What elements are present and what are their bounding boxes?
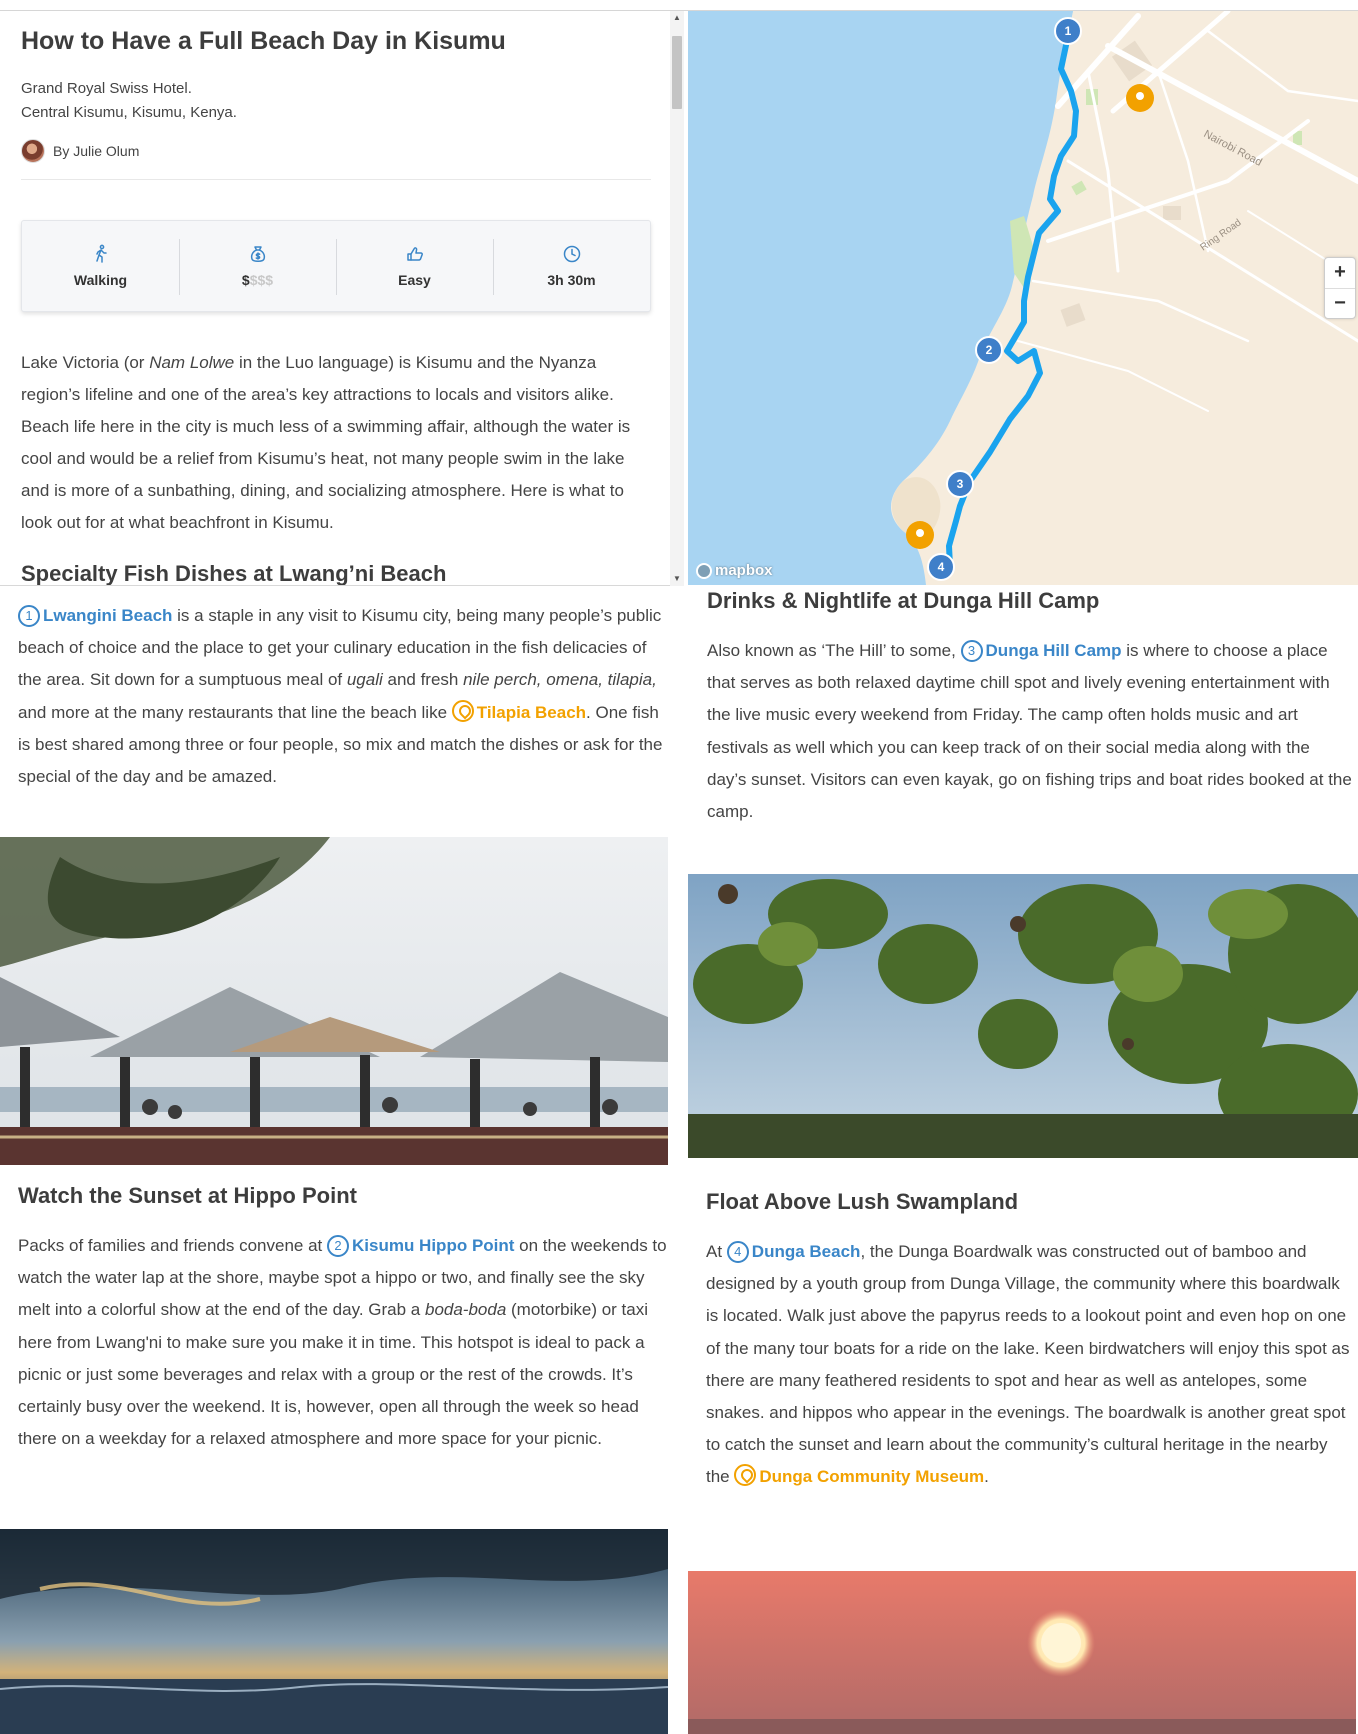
money-bag-icon <box>248 244 268 264</box>
svg-text:1: 1 <box>1064 24 1072 38</box>
road-network <box>1018 11 1358 411</box>
location-pin-icon <box>452 700 474 722</box>
road-label-nairobi: Nairobi Road <box>1201 128 1264 169</box>
stat-price <box>179 221 336 311</box>
section-hippo-point <box>18 1182 668 1455</box>
divider <box>21 179 651 180</box>
scroll-up-arrow-icon[interactable]: ▲ <box>673 13 681 22</box>
photo-canvas <box>688 874 1358 1158</box>
route-map[interactable] <box>688 11 1358 585</box>
section-body-dunga-hill-camp: Also known as ‘The Hill’ to some, 3 Dunga Hill Camp is where to choose a place that serves as both relaxed daytime chill spot and lively evening entertainment with the live music every weekend from Friday. The camp often holds music and art festivals as well which you can keep track of on their social media along with the day’s sunset. Visitors can even kayak, go on fishing trips and boat rides booked at the camp. <box>707 641 1352 822</box>
author-name[interactable]: By Julie Olum <box>53 143 140 159</box>
photo-dunga-sunset <box>688 1571 1356 1734</box>
road-label-ring: Ring Road <box>1198 217 1244 254</box>
address <box>21 77 237 125</box>
map-canvas[interactable] <box>688 11 1358 585</box>
building-block-2 <box>1163 206 1181 220</box>
panel-scrollbar[interactable] <box>670 11 684 586</box>
photo-canvas <box>688 1571 1356 1734</box>
page-title: How to Have a Full Beach Day in Kisumu <box>21 27 506 55</box>
stat-duration <box>493 221 650 311</box>
section-fish-dishes <box>18 600 668 793</box>
zoom-out-button[interactable]: − <box>1325 288 1355 318</box>
address-line-1: Grand Royal Swiss Hotel. <box>21 80 192 97</box>
svg-text:2: 2 <box>985 343 993 357</box>
avatar[interactable] <box>21 139 45 163</box>
building-block-3 <box>1061 303 1086 327</box>
link-dunga-community-museum[interactable]: Dunga Community Museum <box>759 1467 985 1487</box>
stop-marker-4[interactable] <box>928 554 954 580</box>
stop-marker-1[interactable] <box>1055 18 1081 44</box>
stop-number-badge: 2 <box>327 1235 349 1257</box>
section-title-dunga-hill-camp: Drinks & Nightlife at Dunga Hill Camp <box>707 588 1100 613</box>
clock-icon <box>562 244 582 264</box>
link-dunga-hill-camp[interactable]: Dunga Hill Camp <box>985 641 1122 660</box>
zoom-controls <box>1324 257 1356 319</box>
park-area-3 <box>1071 181 1086 196</box>
photo-canvas <box>0 1529 668 1734</box>
section-title-hippo-point: Watch the Sunset at Hippo Point <box>18 1183 357 1208</box>
trip-stats <box>21 220 651 312</box>
section-body-fish-dishes: 1 Lwangini Beach is a staple in any visit to Kisumu city, being many people’s public beach of choice and the place to get your culinary education in the fish delicacies of the area. Sit down for a sumptuous meal of ugali and fresh nile perch, omena, tilapia, and more at the many restaurants that line the beach like Tilapia Beach. One fish is best shared among three or four people, so mix and match the dishes or ask for the special of the day and be amazed. <box>18 606 663 787</box>
section-title-swampland: Float Above Lush Swampland <box>706 1189 1019 1214</box>
link-tilapia-beach[interactable]: Tilapia Beach <box>476 702 587 722</box>
mapbox-logo-icon <box>696 563 712 579</box>
section-title-fish-dishes: Specialty Fish Dishes at Lwang’ni Beach <box>21 561 447 586</box>
stop-marker-2[interactable] <box>976 337 1002 363</box>
author-byline[interactable] <box>21 139 139 163</box>
stat-duration-label: 3h 30m <box>547 272 596 288</box>
section-body-swampland: At 4 Dunga Beach, the Dunga Boardwalk was constructed out of bamboo and designed by a youth group from Dunga Village, the community where this boardwalk is located. Walk just above the papyrus reeds to a lookout point and even hop on one of the many tour boats for a ride on the lake. Keen birdwatchers will enjoy this spot as there are many feathered residents to spot and hear as well as antelopes, some snakes. and hippos who appear in the evenings. The boardwalk is another great spot to catch the sunset and learn about the community’s cultural heritage in the nearby the Dunga Community Museum. <box>706 1242 1350 1487</box>
poi-marker[interactable] <box>1126 84 1154 112</box>
stat-price-value: $$$$ <box>241 272 274 288</box>
photo-dunga-hill-camp-leaves <box>688 874 1358 1158</box>
zoom-in-button[interactable]: + <box>1334 261 1346 283</box>
thumbs-up-icon <box>405 244 425 264</box>
stat-difficulty-label: Easy <box>398 272 431 288</box>
poi-marker-2[interactable] <box>906 521 934 549</box>
section-body-hippo-point: Packs of families and friends convene at 2 Kisumu Hippo Point on the weekends to watch the water lap at the shore, maybe spot a hippo or two, and finally see the sky melt into a colorful show at the end of the day. Grab a boda-boda (motorbike) or taxi here from Lwang'ni to make sure you make it in time. This hotspot is ideal to pack a picnic or just some beverages and relax with a group or the rest of the crowds. It’s certainly busy over the weekend. It is, however, open all through the week so head there on a weekday for a relaxed atmosphere and more space for your picnic. <box>18 1236 667 1449</box>
photo-lwangini-beach-restaurants <box>0 837 668 1165</box>
stop-number-badge: 3 <box>961 640 983 662</box>
stop-marker-3[interactable] <box>947 471 973 497</box>
link-kisumu-hippo-point[interactable]: Kisumu Hippo Point <box>352 1236 515 1255</box>
intro-paragraph: Lake Victoria (or Nam Lolwe in the Luo language) is Kisumu and the Nyanza region’s lifeline and one of the area’s key attractions to locals and visitors alike. Beach life here in the city is much less of a swimming affair, although the water is cool and would be a relief from Kisumu’s heat, not many people swim in the lake and is more of a sunbathing, dining, and socializing atmosphere. Here is what to look out for at what beachfront in Kisumu. <box>21 353 631 532</box>
link-lwangini-beach[interactable]: Lwangini Beach <box>43 606 173 625</box>
scroll-thumb[interactable] <box>672 36 682 109</box>
photo-canvas <box>0 837 668 1165</box>
stop-number-badge: 1 <box>18 605 40 627</box>
section-dunga-beach <box>706 1188 1354 1494</box>
link-dunga-beach[interactable]: Dunga Beach <box>751 1242 861 1261</box>
stat-difficulty <box>336 221 493 311</box>
svg-text:4: 4 <box>937 560 945 574</box>
stop-number-badge: 4 <box>727 1241 749 1263</box>
address-line-2: Central Kisumu, Kisumu, Kenya. <box>21 104 237 121</box>
itinerary-header-panel[interactable] <box>0 11 683 586</box>
location-pin-icon <box>734 1464 756 1486</box>
scroll-down-arrow-icon[interactable]: ▼ <box>673 574 681 583</box>
photo-hippo-point-sunset <box>0 1529 668 1734</box>
svg-text:3: 3 <box>956 477 964 491</box>
section-dunga-hill-camp <box>707 587 1352 828</box>
stat-mode <box>22 221 179 311</box>
walking-icon <box>91 244 111 264</box>
stat-mode-label: Walking <box>73 272 128 288</box>
mapbox-attribution[interactable]: mapbox <box>696 562 773 579</box>
